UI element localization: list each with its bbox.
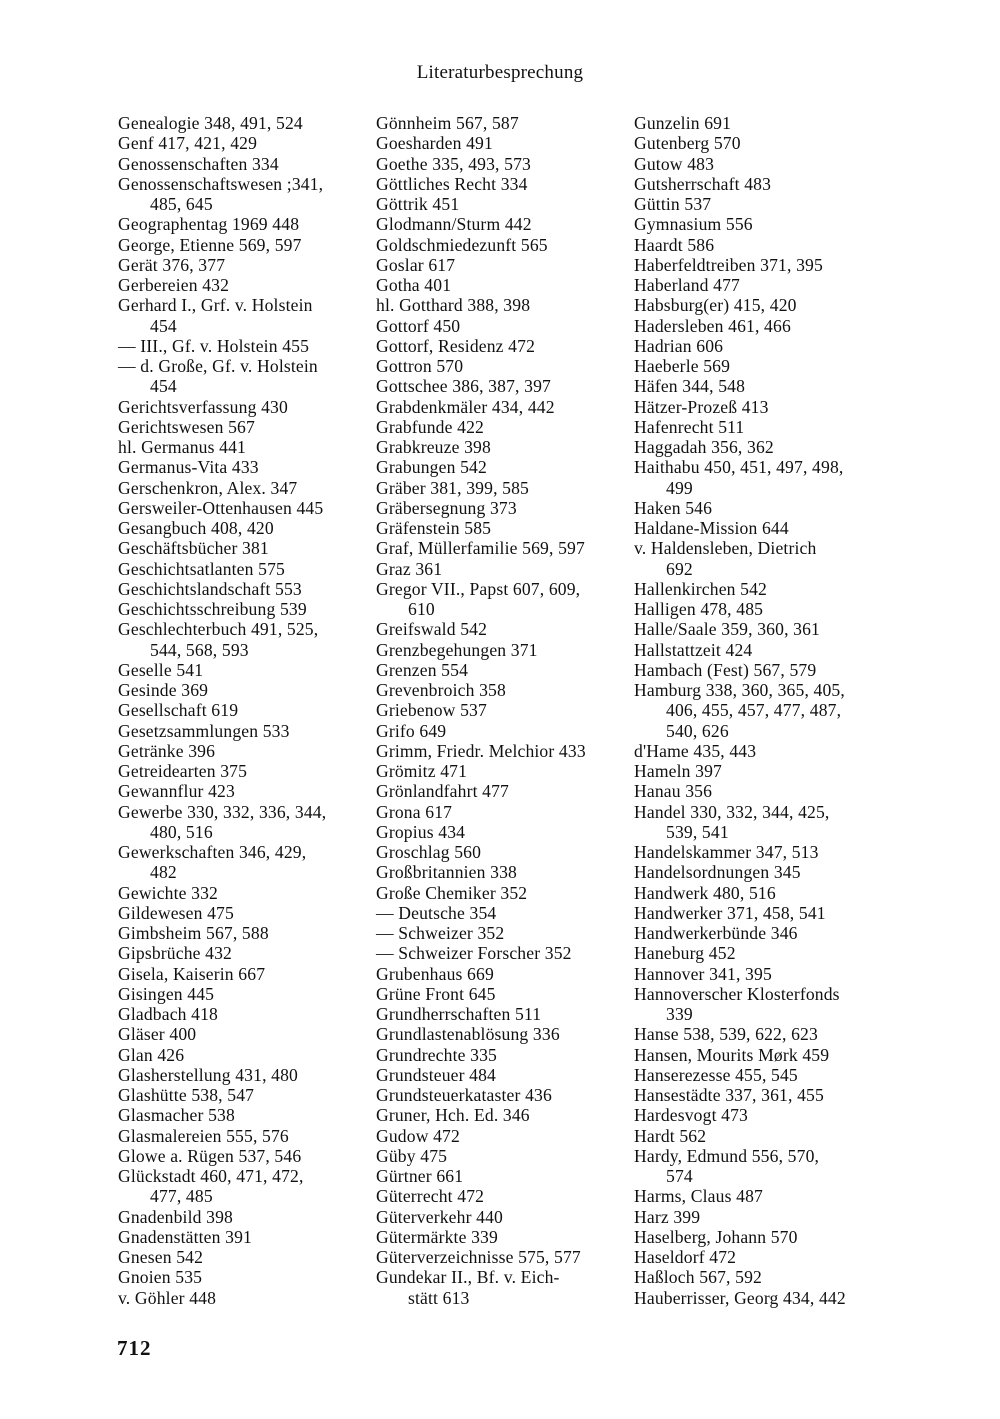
index-entry: Glasherstellung 431, 480 — [118, 1064, 299, 1085]
index-entry: Haldane-Mission 644 — [634, 518, 789, 538]
index-entry: Hansestädte 337, 361, 455 — [634, 1085, 824, 1105]
index-entry: Hadrian 606 — [634, 335, 724, 356]
index-entry: Handelskammer 347, 513 — [634, 842, 819, 862]
index-entry: Gisela, Kaiserin 667 — [118, 963, 266, 984]
index-entry: Gewerbe 330, 332, 336, 344, — [118, 801, 327, 822]
index-entry: Glashütte 538, 547 — [118, 1085, 255, 1105]
index-entry: Gipsbrüche 432 — [118, 943, 232, 964]
index-entry: Gunzelin 691 — [634, 113, 732, 133]
index-entry: Haardt 586 — [634, 234, 715, 255]
index-entry: Geschäftsbücher 381 — [118, 538, 269, 559]
index-entry: Handwerk 480, 516 — [634, 882, 776, 903]
index-column-2 — [376, 113, 628, 1308]
index-entry: Hanserezesse 455, 545 — [634, 1064, 798, 1085]
index-entry: Geschichtsschreibung 539 — [118, 599, 307, 619]
running-head: Literaturbesprechung — [416, 62, 584, 83]
index-entry: Grabdenkmäler 434, 442 — [376, 396, 555, 417]
index-entry: Haithabu 450, 451, 497, 498, — [634, 457, 844, 478]
index-entry: Hambach (Fest) 567, 579 — [634, 659, 817, 680]
index-entry: Genossenschaftswesen ;341, — [118, 173, 324, 194]
index-entry: Gesinde 369 — [118, 680, 209, 700]
index-entry: Gürtner 661 — [376, 1166, 464, 1186]
index-entry: Gesangbuch 408, 420 — [118, 518, 274, 538]
index-entry: Gerschenkron, Alex. 347 — [118, 477, 298, 498]
index-entry: Großbritannien 338 — [376, 862, 517, 883]
index-entry: Gewannflur 423 — [118, 781, 235, 802]
index-entry: hl. Gotthard 388, 398 — [376, 295, 531, 316]
index-entry: Grabungen 542 — [376, 457, 487, 478]
index-entry: Güterverkehr 440 — [376, 1206, 503, 1227]
index-entry: Haberland 477 — [634, 275, 741, 295]
index-entry: Greifswald 542 — [376, 619, 488, 640]
index-entry: Getreidearten 375 — [118, 761, 248, 781]
index-entry: Gütermärkte 339 — [376, 1226, 498, 1247]
index-entry: Grifo 649 — [376, 720, 447, 741]
index-entry: Geschlechterbuch 491, 525, — [118, 619, 319, 640]
index-entry: Hanau 356 — [634, 781, 713, 802]
index-entry: Handwerkerbünde 346 — [634, 923, 798, 943]
index-entry: Hansen, Mourits Mørk 459 — [634, 1044, 830, 1065]
index-entry: Geographentag 1969 448 — [118, 214, 300, 235]
index-entry: Hätzer-Prozeß 413 — [634, 396, 769, 417]
index-entry: Häfen 344, 548 — [634, 376, 746, 397]
index-entry: Grundrechte 335 — [376, 1044, 497, 1065]
index-entry: Gesetzsammlungen 533 — [118, 720, 290, 741]
index-entry: Gesellschaft 619 — [118, 700, 239, 721]
index-entry: Genealogie 348, 491, 524 — [118, 113, 303, 133]
index-entry: George, Etienne 569, 597 — [118, 234, 302, 255]
index-entry: Harms, Claus 487 — [634, 1186, 763, 1207]
index-entry: d'Hame 435, 443 — [634, 740, 757, 761]
index-entry: Grubenhaus 669 — [376, 963, 494, 984]
index-column-1 — [118, 113, 370, 1308]
index-entry: Genossenschaften 334 — [118, 153, 279, 174]
index-continuation-line: 692 — [666, 558, 693, 579]
index-entry: — Schweizer Forscher 352 — [376, 943, 572, 964]
index-entry: v. Göhler 448 — [118, 1287, 217, 1308]
index-continuation-line: 454 — [150, 376, 177, 397]
index-entry: Glan 426 — [118, 1044, 185, 1065]
index-continuation-line: 482 — [150, 862, 177, 883]
index-entry: Hardy, Edmund 556, 570, — [634, 1145, 820, 1166]
index-entry: Grundherrschaften 511 — [376, 1004, 542, 1024]
index-entry: Gönnheim 567, 587 — [376, 113, 519, 133]
index-continuation-line: 539, 541 — [666, 821, 729, 842]
index-continuation-line: 454 — [150, 315, 177, 336]
index-entry: Grüne Front 645 — [376, 983, 496, 1004]
index-entry: Hanse 538, 539, 622, 623 — [634, 1024, 818, 1045]
index-entry: Gutenberg 570 — [634, 133, 741, 154]
index-entry: Haneburg 452 — [634, 943, 736, 964]
index-entry: Große Chemiker 352 — [376, 882, 528, 903]
index-entry: Graz 361 — [376, 558, 443, 579]
index-entry: — Deutsche 354 — [376, 902, 497, 923]
index-entry: Gewerkschaften 346, 429, — [118, 842, 307, 862]
index-entry: Groschlag 560 — [376, 842, 482, 862]
index-entry: — Schweizer 352 — [376, 923, 505, 943]
page-number: 712 — [117, 1336, 152, 1360]
index-entry: Gisingen 445 — [118, 983, 215, 1004]
index-entry: Grimm, Friedr. Melchior 433 — [376, 740, 586, 761]
index-entry: Hameln 397 — [634, 761, 722, 781]
index-entry: Glowe a. Rügen 537, 546 — [118, 1145, 302, 1166]
index-entry: Gottron 570 — [376, 356, 464, 376]
index-entry: Handwerker 371, 458, 541 — [634, 902, 826, 923]
index-entry: Grömitz 471 — [376, 761, 468, 781]
index-entry: Gnoien 535 — [118, 1267, 203, 1288]
index-continuation-line: 610 — [408, 599, 435, 619]
index-entry: Gräfenstein 585 — [376, 518, 492, 538]
index-entry: Goslar 617 — [376, 254, 456, 275]
index-entry: Gnadenstätten 391 — [118, 1226, 252, 1247]
index-entry: Haeberle 569 — [634, 356, 731, 376]
index-entry: Gerichtsverfassung 430 — [118, 396, 288, 417]
index-entry: Haberfeldtreiben 371, 395 — [634, 254, 823, 275]
index-entry: Haselberg, Johann 570 — [634, 1226, 798, 1247]
index-entry: Geschichtslandschaft 553 — [118, 578, 302, 599]
index-entry: Gundekar II., Bf. v. Eich- — [376, 1267, 560, 1288]
index-entry: Gräbersegnung 373 — [376, 497, 517, 518]
index-entry: Gerät 376, 377 — [118, 254, 226, 275]
index-entry: Grundsteuerkataster 436 — [376, 1085, 552, 1105]
index-entry: Goethe 335, 493, 573 — [376, 153, 531, 174]
index-continuation-line: 544, 568, 593 — [150, 639, 249, 660]
index-continuation-line: 480, 516 — [150, 821, 213, 842]
index-entry: Glodmann/Sturm 442 — [376, 214, 532, 235]
index-entry: Geselle 541 — [118, 659, 204, 680]
index-entry: Glasmalereien 555, 576 — [118, 1125, 289, 1146]
index-entry: Goldschmiedezunft 565 — [376, 234, 548, 255]
index-entry: Gräber 381, 399, 585 — [376, 477, 530, 498]
index-entry: Göttliches Recht 334 — [376, 173, 528, 194]
index-entry: Hardt 562 — [634, 1125, 707, 1146]
index-entry: Gruner, Hch. Ed. 346 — [376, 1105, 530, 1126]
index-entry: Goesharden 491 — [376, 133, 493, 154]
index-continuation-line: stätt 613 — [408, 1287, 470, 1308]
index-entry: Gudow 472 — [376, 1125, 460, 1146]
index-entry: Harz 399 — [634, 1206, 701, 1227]
index-entry: Hannoverscher Klosterfonds — [634, 983, 840, 1004]
index-entry: Güterverzeichnisse 575, 577 — [376, 1247, 581, 1267]
index-entry: Güttin 537 — [634, 194, 712, 214]
index-continuation-line: 540, 626 — [666, 720, 729, 741]
index-entry: Handelsordnungen 345 — [634, 862, 801, 883]
index-entry: Gotha 401 — [376, 275, 452, 295]
index-entry: Güby 475 — [376, 1145, 448, 1166]
index-entry: Grabkreuze 398 — [376, 437, 491, 457]
index-entry: Grenzen 554 — [376, 659, 469, 680]
index-entry: Grevenbroich 358 — [376, 680, 506, 700]
index-continuation-line: 485, 645 — [150, 194, 213, 214]
index-entry: Glasmacher 538 — [118, 1105, 235, 1126]
index-entry: Gerbereien 432 — [118, 275, 230, 295]
index-entry: Haggadah 356, 362 — [634, 437, 774, 457]
index-entry: Gottorf, Residenz 472 — [376, 335, 536, 356]
index-entry: Gläser 400 — [118, 1024, 197, 1045]
index-entry: Germanus-Vita 433 — [118, 457, 259, 478]
index-column-3 — [634, 113, 886, 1308]
index-entry: Gutsherrschaft 483 — [634, 173, 772, 194]
index-entry: Gottschee 386, 387, 397 — [376, 376, 551, 397]
index-entry: Gerichtswesen 567 — [118, 416, 255, 437]
index-entry: — d. Große, Gf. v. Holstein — [118, 356, 318, 376]
index-entry: Genf 417, 421, 429 — [118, 133, 258, 154]
index-entry: Haken 546 — [634, 497, 713, 518]
index-entry: Geschichtsatlanten 575 — [118, 558, 285, 579]
index-entry: Gladbach 418 — [118, 1004, 219, 1024]
index-entry: Handel 330, 332, 344, 425, — [634, 801, 830, 822]
index-entry: Gottorf 450 — [376, 315, 461, 336]
index-entry: Hardesvogt 473 — [634, 1105, 748, 1126]
index-entry: Halligen 478, 485 — [634, 599, 764, 619]
index-continuation-line: 477, 485 — [150, 1186, 213, 1207]
index-entry: Hafenrecht 511 — [634, 416, 745, 437]
index-continuation-line: 574 — [666, 1166, 693, 1186]
index-entry: Gnadenbild 398 — [118, 1206, 233, 1227]
index-entry: Hallstattzeit 424 — [634, 639, 753, 660]
index-entry: Gnesen 542 — [118, 1247, 204, 1267]
index-entry: Grundlastenablösung 336 — [376, 1024, 560, 1045]
index-entry: Gymnasium 556 — [634, 214, 753, 235]
index-entry: Göttrik 451 — [376, 194, 460, 214]
index-entry: Gutow 483 — [634, 153, 715, 174]
index-entry: hl. Germanus 441 — [118, 437, 246, 457]
index-entry: Grundsteuer 484 — [376, 1064, 497, 1085]
index-entry: Grenzbegehungen 371 — [376, 639, 538, 660]
index-entry: Grona 617 — [376, 801, 453, 822]
index-entry: Gimbsheim 567, 588 — [118, 923, 269, 943]
index-entry: Haßloch 567, 592 — [634, 1267, 762, 1288]
index-entry: — III., Gf. v. Holstein 455 — [118, 335, 310, 356]
index-entry: v. Haldensleben, Dietrich — [634, 538, 817, 559]
index-entry: Güterrecht 472 — [376, 1186, 485, 1207]
index-continuation-line: 406, 455, 457, 477, 487, — [666, 700, 842, 721]
index-entry: Getränke 396 — [118, 740, 216, 761]
index-entry: Halle/Saale 359, 360, 361 — [634, 619, 821, 640]
index-entry: Gewichte 332 — [118, 882, 219, 903]
index-entry: Hallenkirchen 542 — [634, 578, 767, 599]
index-entry: Gerhard I., Grf. v. Holstein — [118, 295, 313, 316]
index-entry: Habsburg(er) 415, 420 — [634, 295, 797, 316]
index-continuation-line: 339 — [666, 1004, 693, 1024]
index-entry: Griebenow 537 — [376, 700, 487, 721]
index-entry: Hauberrisser, Georg 434, 442 — [634, 1287, 846, 1308]
index-entry: Hadersleben 461, 466 — [634, 315, 791, 336]
index-entry: Graf, Müllerfamilie 569, 597 — [376, 538, 585, 559]
index-entry: Grönlandfahrt 477 — [376, 781, 509, 802]
index-entry: Gropius 434 — [376, 821, 466, 842]
index-entry: Glückstadt 460, 471, 472, — [118, 1166, 304, 1186]
index-entry: Gildewesen 475 — [118, 902, 234, 923]
index-continuation-line: 499 — [666, 477, 693, 498]
index-entry: Gregor VII., Papst 607, 609, — [376, 578, 581, 599]
index-entry: Grabfunde 422 — [376, 416, 484, 437]
index-entry: Hamburg 338, 360, 365, 405, — [634, 680, 845, 700]
index-entry: Haseldorf 472 — [634, 1247, 737, 1267]
index-entry: Gersweiler-Ottenhausen 445 — [118, 497, 324, 518]
index-entry: Hannover 341, 395 — [634, 963, 772, 984]
